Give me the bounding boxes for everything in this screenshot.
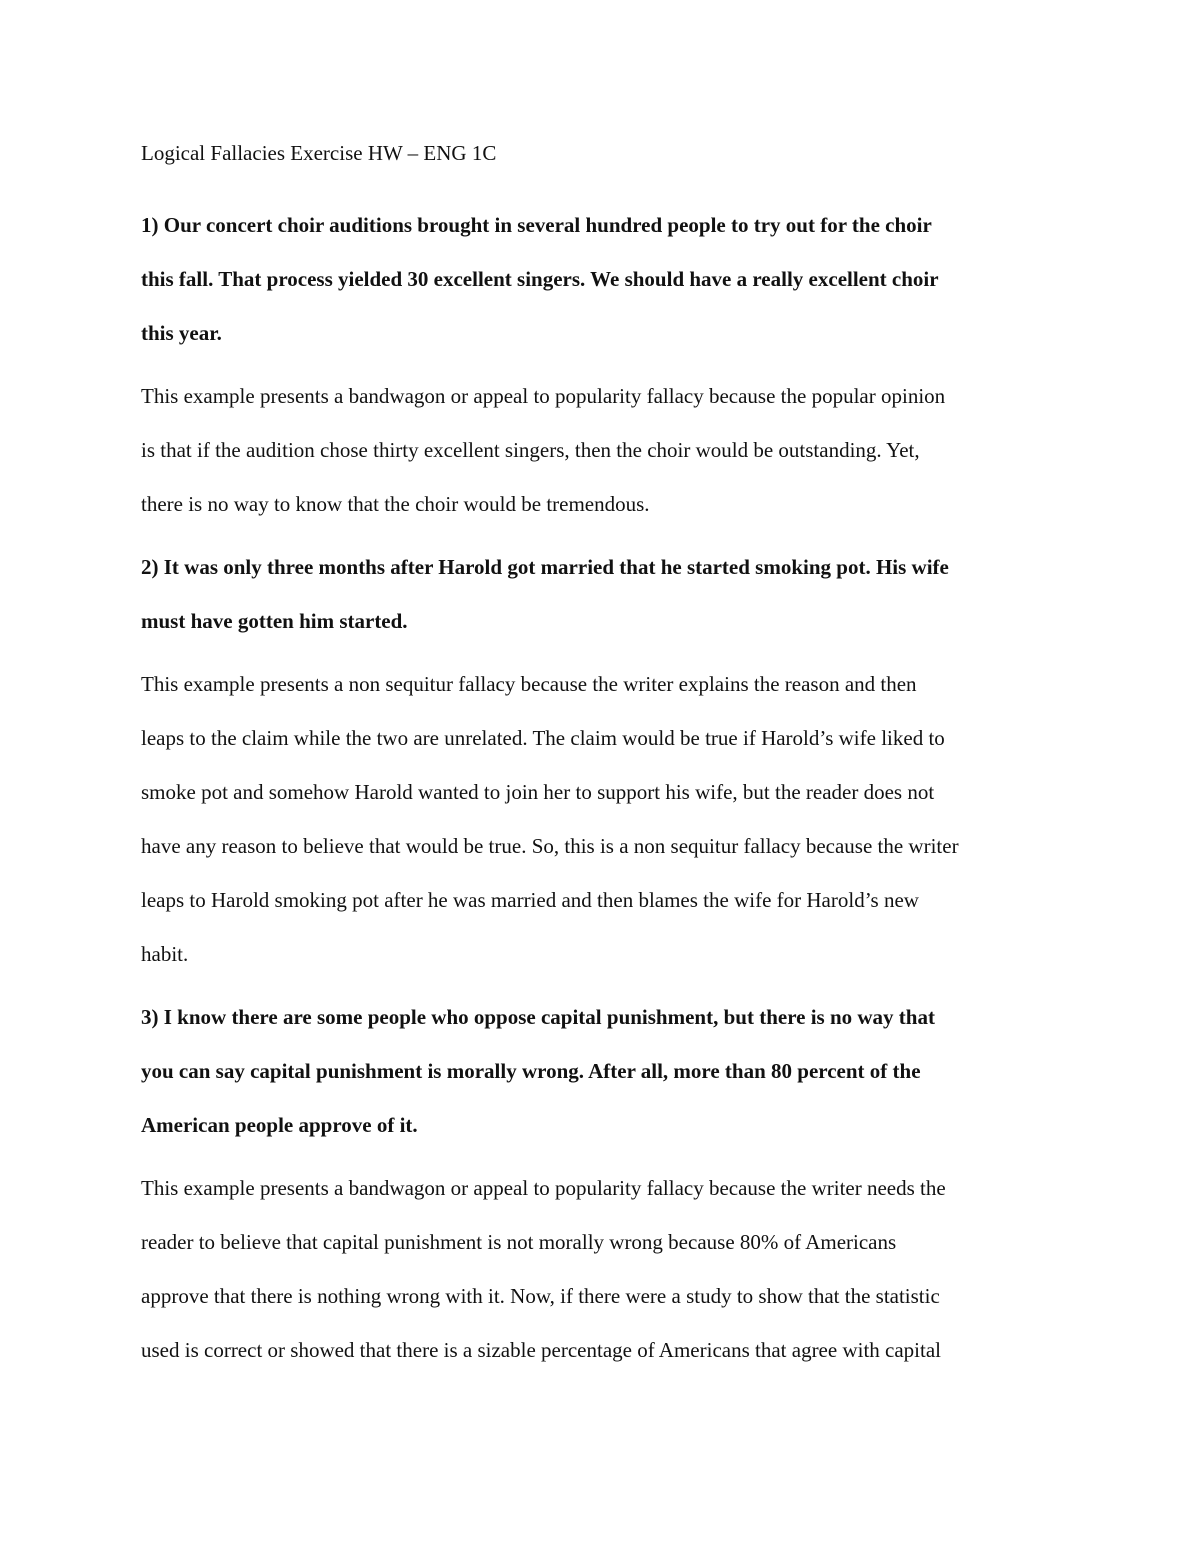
question-3-line-2: you can say capital punishment is morally wrong. After all, more than 80 percent of the: [141, 1059, 921, 1083]
question-1-line-1: 1) Our concert choir auditions brought in several hundred people to try out for the choir: [141, 213, 932, 237]
answer-1-line-2: is that if the audition chose thirty excellent singers, then the choir would be outstanding. Yet,: [141, 438, 920, 462]
question-2-line-1: 2) It was only three months after Harold got married that he started smoking pot. His wife: [141, 555, 949, 579]
answer-1-line-3: there is no way to know that the choir would be tremendous.: [141, 492, 650, 516]
document-title: Logical Fallacies Exercise HW – ENG 1C: [141, 141, 497, 165]
document-body: [141, 140, 1066, 1364]
question-2: [141, 554, 1066, 635]
question-3: [141, 1004, 1066, 1139]
question-1-line-3: this year.: [141, 321, 222, 345]
answer-3-line-2: reader to believe that capital punishment is not morally wrong because 80% of Americans: [141, 1230, 897, 1254]
answer-2-line-6: habit.: [141, 942, 189, 966]
answer-2-line-5: leaps to Harold smoking pot after he was married and then blames the wife for Harold’s new: [141, 888, 919, 912]
answer-3-line-4: used is correct or showed that there is a sizable percentage of Americans that agree with capital: [141, 1338, 941, 1362]
question-3-line-3: American people approve of it.: [141, 1113, 418, 1137]
answer-3: [141, 1175, 1066, 1364]
answer-3-line-1: This example presents a bandwagon or appeal to popularity fallacy because the writer needs the: [141, 1176, 946, 1200]
question-1: [141, 212, 1066, 347]
answer-2: [141, 671, 1066, 968]
question-2-line-2: must have gotten him started.: [141, 609, 408, 633]
answer-2-line-4: have any reason to believe that would be true. So, this is a non sequitur fallacy because the writer: [141, 834, 959, 858]
answer-1: [141, 383, 1066, 518]
answer-2-line-3: smoke pot and somehow Harold wanted to join her to support his wife, but the reader does not: [141, 780, 935, 804]
answer-3-line-3: approve that there is nothing wrong with it. Now, if there were a study to show that the statistic: [141, 1284, 940, 1308]
question-3-line-1: 3) I know there are some people who oppose capital punishment, but there is no way that: [141, 1005, 935, 1029]
question-1-line-2: this fall. That process yielded 30 excellent singers. We should have a really excellent choir: [141, 267, 939, 291]
answer-2-line-2: leaps to the claim while the two are unrelated. The claim would be true if Harold’s wife liked to: [141, 726, 945, 750]
answer-1-line-1: This example presents a bandwagon or appeal to popularity fallacy because the popular opinion: [141, 384, 946, 408]
answer-2-line-1: This example presents a non sequitur fallacy because the writer explains the reason and then: [141, 672, 917, 696]
